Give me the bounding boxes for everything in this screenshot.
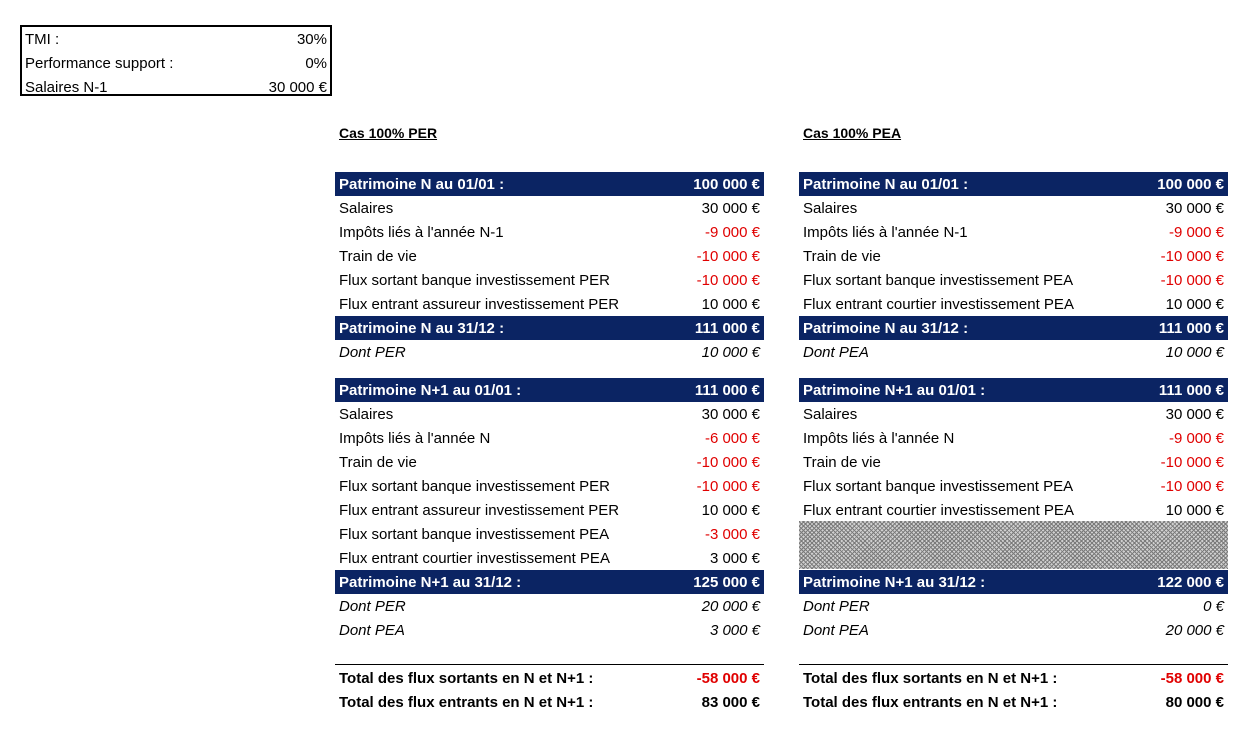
- per-row: [335, 474, 764, 498]
- row-label: Dont PER: [803, 597, 870, 615]
- row-value: 111 000 €: [1158, 381, 1224, 399]
- per-row: [335, 618, 764, 642]
- row-value: -10 000 €: [696, 477, 760, 495]
- row-label: Flux sortant banque investissement PER: [339, 271, 610, 289]
- row-value: -10 000 €: [1160, 477, 1224, 495]
- row-value: 111 000 €: [694, 319, 760, 337]
- row-value: 100 000 €: [693, 175, 760, 193]
- row-label: Dont PER: [339, 597, 406, 615]
- per-total-row: [335, 666, 764, 690]
- row-label: Train de vie: [339, 247, 417, 265]
- row-value: 125 000 €: [693, 573, 760, 591]
- per-total-row: [335, 690, 764, 714]
- row-value: 20 000 €: [1165, 621, 1224, 639]
- row-value: 3 000 €: [709, 549, 760, 567]
- row-value: -3 000 €: [704, 525, 760, 543]
- row-label: Patrimoine N au 01/01 :: [339, 175, 505, 193]
- row-value: -10 000 €: [696, 453, 760, 471]
- param-row-salaires: [22, 75, 330, 99]
- param-value: 30 000 €: [268, 78, 327, 96]
- per-row: [335, 220, 764, 244]
- row-value: 122 000 €: [1157, 573, 1224, 591]
- row-label: Flux entrant assureur investissement PER: [339, 501, 620, 519]
- case-per-title: Cas 100% PER: [339, 125, 438, 141]
- per-row: [335, 546, 764, 570]
- row-value: -6 000 €: [704, 429, 760, 447]
- pea-total-row: [799, 666, 1228, 690]
- row-value: 10 000 €: [701, 295, 760, 313]
- pea-row: [799, 474, 1228, 498]
- param-row-performance: [22, 51, 330, 75]
- param-row-tmi: [22, 27, 330, 51]
- row-label: Salaires: [803, 199, 858, 217]
- pea-row: [799, 498, 1228, 522]
- per-header-row: [335, 378, 764, 402]
- per-header-row: [335, 570, 764, 594]
- row-label: Impôts liés à l'année N-1: [339, 223, 504, 241]
- row-label: Train de vie: [803, 247, 881, 265]
- per-row: [335, 450, 764, 474]
- row-label: Impôts liés à l'année N: [803, 429, 955, 447]
- per-row: [335, 402, 764, 426]
- per-row: [335, 340, 764, 364]
- row-value: 30 000 €: [1165, 199, 1224, 217]
- row-label: Patrimoine N+1 au 01/01 :: [339, 381, 522, 399]
- row-label: Patrimoine N au 01/01 :: [803, 175, 969, 193]
- row-value: -9 000 €: [1168, 223, 1224, 241]
- row-value: 3 000 €: [709, 621, 760, 639]
- row-label: Flux entrant assureur investissement PER: [339, 295, 620, 313]
- per-row: [335, 498, 764, 522]
- per-row: [335, 268, 764, 292]
- row-value: 10 000 €: [1165, 295, 1224, 313]
- row-value: 83 000 €: [701, 693, 760, 711]
- per-row: [335, 426, 764, 450]
- pea-row: [799, 402, 1228, 426]
- pea-header-row: [799, 570, 1228, 594]
- pea-row: [799, 292, 1228, 316]
- parameters-box: [20, 25, 332, 96]
- pea-row: [799, 196, 1228, 220]
- row-label: Total des flux sortants en N et N+1 :: [803, 669, 1058, 687]
- row-value: 100 000 €: [1157, 175, 1224, 193]
- row-label: Flux entrant courtier investissement PEA: [803, 501, 1074, 519]
- row-label: Dont PEA: [339, 621, 405, 639]
- row-value: -10 000 €: [1160, 271, 1224, 289]
- per-row: [335, 292, 764, 316]
- per-row: [335, 522, 764, 546]
- row-label: Flux entrant courtier investissement PEA: [339, 549, 610, 567]
- param-label: Salaires N-1: [25, 78, 108, 96]
- per-row: [335, 196, 764, 220]
- row-value: -9 000 €: [704, 223, 760, 241]
- per-header-row: [335, 172, 764, 196]
- row-label: Flux entrant courtier investissement PEA: [803, 295, 1074, 313]
- row-value: 20 000 €: [701, 597, 760, 615]
- row-value: 10 000 €: [701, 501, 760, 519]
- row-value: 111 000 €: [694, 381, 760, 399]
- pea-row: [799, 340, 1228, 364]
- per-row: [335, 594, 764, 618]
- row-label: Salaires: [339, 199, 394, 217]
- row-label: Patrimoine N+1 au 31/12 :: [803, 573, 986, 591]
- pea-row: [799, 426, 1228, 450]
- per-header-row: [335, 316, 764, 340]
- row-label: Total des flux sortants en N et N+1 :: [339, 669, 594, 687]
- row-value: -58 000 €: [696, 669, 760, 687]
- row-value: 30 000 €: [701, 199, 760, 217]
- row-value: 10 000 €: [1165, 501, 1224, 519]
- param-value: 30%: [296, 30, 327, 48]
- row-value: 111 000 €: [1158, 319, 1224, 337]
- row-value: -10 000 €: [1160, 247, 1224, 265]
- param-value: 0%: [305, 54, 327, 72]
- row-label: Train de vie: [339, 453, 417, 471]
- row-value: 30 000 €: [701, 405, 760, 423]
- row-value: 10 000 €: [1165, 343, 1224, 361]
- pea-header-row: [799, 378, 1228, 402]
- pea-row: [799, 268, 1228, 292]
- totals-separator: [335, 664, 764, 665]
- row-label: Total des flux entrants en N et N+1 :: [339, 693, 594, 711]
- row-value: 0 €: [1203, 597, 1224, 615]
- case-pea-title: Cas 100% PEA: [803, 125, 902, 141]
- pea-header-row: [799, 316, 1228, 340]
- row-label: Train de vie: [803, 453, 881, 471]
- row-label: Salaires: [803, 405, 858, 423]
- row-label: Flux sortant banque investissement PER: [339, 477, 610, 495]
- row-value: -10 000 €: [696, 271, 760, 289]
- per-row: [335, 244, 764, 268]
- row-value: -58 000 €: [1160, 669, 1224, 687]
- row-label: Flux sortant banque investissement PEA: [803, 271, 1074, 289]
- row-label: Salaires: [339, 405, 394, 423]
- row-label: Dont PEA: [803, 621, 869, 639]
- pea-row: [799, 618, 1228, 642]
- row-label: Impôts liés à l'année N-1: [803, 223, 968, 241]
- totals-separator: [799, 664, 1228, 665]
- row-label: Patrimoine N au 31/12 :: [339, 319, 505, 337]
- row-label: Patrimoine N au 31/12 :: [803, 319, 969, 337]
- row-value: 80 000 €: [1165, 693, 1224, 711]
- row-label: Total des flux entrants en N et N+1 :: [803, 693, 1058, 711]
- param-label: Performance support :: [25, 54, 174, 72]
- row-value: 10 000 €: [701, 343, 760, 361]
- pea-row: [799, 244, 1228, 268]
- pea-row: [799, 450, 1228, 474]
- row-label: Flux sortant banque investissement PEA: [803, 477, 1074, 495]
- pea-total-row: [799, 690, 1228, 714]
- pea-row: [799, 220, 1228, 244]
- row-label: Patrimoine N+1 au 31/12 :: [339, 573, 522, 591]
- row-label: Flux sortant banque investissement PEA: [339, 525, 610, 543]
- row-value: -10 000 €: [1160, 453, 1224, 471]
- row-label: Impôts liés à l'année N: [339, 429, 491, 447]
- row-value: -9 000 €: [1168, 429, 1224, 447]
- row-label: Patrimoine N+1 au 01/01 :: [803, 381, 986, 399]
- row-value: 30 000 €: [1165, 405, 1224, 423]
- row-value: -10 000 €: [696, 247, 760, 265]
- row-label: Dont PER: [339, 343, 406, 361]
- pea-header-row: [799, 172, 1228, 196]
- row-label: Dont PEA: [803, 343, 869, 361]
- pea-row: [799, 594, 1228, 618]
- hatched-empty-cells: [799, 521, 1228, 569]
- param-label: TMI :: [25, 30, 60, 48]
